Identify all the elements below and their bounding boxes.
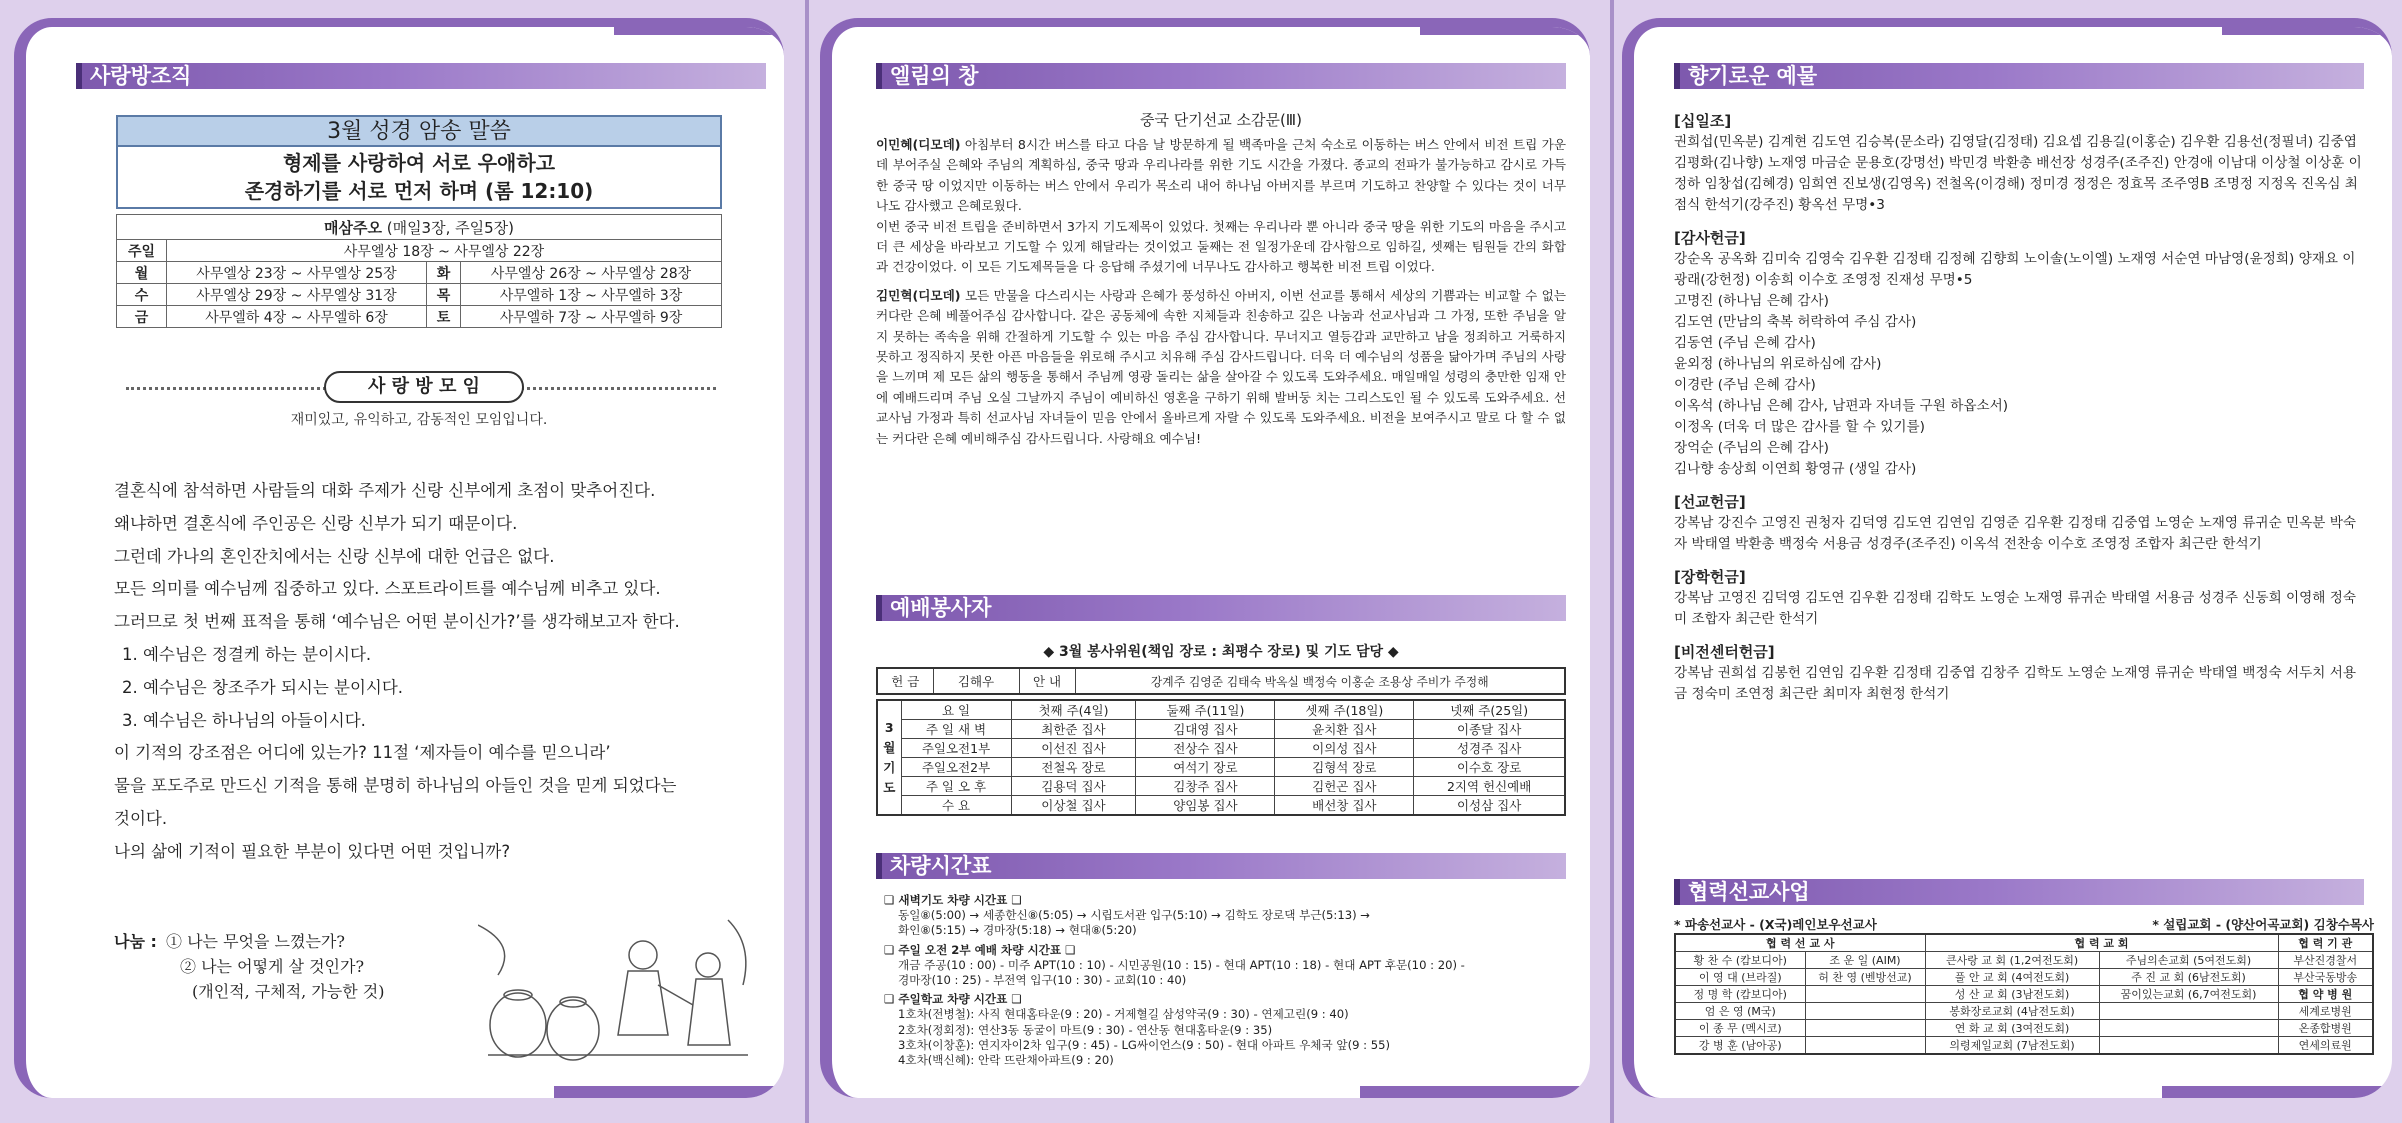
reading-range: 사무엘상 23장 ~ 사무엘상 25장 <box>167 262 427 284</box>
verse-line: 존경하기를 서로 먼저 하며 (롬 12:10) <box>244 179 594 203</box>
table-row: 주 일 오 후 김용덕 집사 김창주 집사 김헌곤 집사 2지역 헌신예배 <box>877 777 1565 796</box>
table-row: 주일오전1부 이선진 집사 전상수 집사 이의성 집사 성경주 집사 <box>877 739 1565 758</box>
section-header: 향기로운 예물 <box>1674 63 2364 89</box>
day-label: 화 <box>427 262 461 284</box>
offering-names: 강복남 강진수 고영진 권청자 김덕영 김도연 김연임 김영준 김우환 김정태 김중엽 노영순 노재영 류귀순 민옥분 박숙자 박태열 박환총 백정숙 서용금 성경주(조주진) 이옥석 전찬송 이수호 조영정 조합자 최근란 한석기 <box>1674 515 2356 552</box>
reading-range: 사무엘상 26장 ~ 사무엘상 28장 <box>461 262 722 284</box>
testimony-paragraph: 이민혜(디모데) 아침부터 8시간 버스를 타고 다음 날 방문하게 될 백족마을 근처 숙소로 이동하는 버스 안에서 비전 트립 가운데 부어주실 은혜와 주님의 계획하심, 중국 땅과 우리나라를 위한 기도 시간을 가졌다. 종교의 전파가 불가능하고 감시로 가득한 중국 땅 이었지만 이동하는 버스 안에서 우리가 목소리 내어 하나님 아버지를 부르며 기도하고 찬양할 수 있다는 것이 너무나도 감사했고 은혜로웠다. <box>876 137 1566 214</box>
section-header: 예배봉사자 <box>876 595 1566 621</box>
thanks-note: 이정옥 (더욱 더 많은 감사를 할 수 있기를) <box>1674 419 1925 435</box>
thanks-note: 윤외정 (하나님의 위로하심에 감사) <box>1674 356 1882 372</box>
missionary-sent: * 파송선교사 - (X국)레인보우선교사 <box>1674 917 1877 932</box>
planted-church: * 설립교회 - (양산어곡교회) 김창수목사 <box>2152 917 2374 932</box>
corner-decoration <box>2162 1086 2392 1098</box>
testimony-text <box>876 135 1566 449</box>
point-line: 3. 예수님은 하나님의 아들이시다. <box>122 710 366 730</box>
corner-decoration <box>614 25 784 35</box>
role-names: 김해우 <box>933 668 1019 694</box>
column-header: 셋째 주(18일) <box>1275 700 1414 720</box>
offering-group-title: [감사헌금] <box>1674 229 1746 247</box>
table-row: 주 일 새 벽 최한준 집사 김대영 집사 윤치환 집사 이종달 집사 <box>877 720 1565 739</box>
point-line: 1. 예수님은 정결케 하는 분이시다. <box>122 644 372 664</box>
day-label: 주일 <box>117 240 167 262</box>
verse-line: 형제를 사랑하여 서로 우애하고 <box>282 151 556 175</box>
column-header: 협 력 기 관 <box>2278 934 2373 952</box>
day-label: 수 <box>117 284 167 306</box>
reading-title: 매삼주오 (매일3장, 주일5장) <box>117 215 722 240</box>
offering-group-title: [십일조] <box>1674 112 1732 130</box>
body-line: 나의 삶에 기적이 필요한 부분이 있다면 어떤 것입니까? <box>114 841 511 861</box>
month-label: 3 월 기 도 <box>877 700 901 815</box>
thanks-note: 김동연 (주님 은혜 감사) <box>1674 335 1816 351</box>
table-row: 강 병 훈 (남아공) 의령제일교회 (7남전도회) 연세의료원 <box>1675 1037 2373 1055</box>
bus-route: 2호차(정회정): 연산3동 동굴이 마트(9 : 30) - 연산동 현대홈타운(9 : 35) <box>898 1022 1273 1037</box>
point-line: 2. 예수님은 창조주가 되시는 분이시다. <box>122 677 404 697</box>
bus-schedule-title: ❑ 주일학교 차량 시간표 ❑ <box>884 992 1022 1007</box>
table-row: 정 명 학 (캄보디아) 성 산 교 회 (3남전도회) 꿈이있는교회 (6,7여전도회) 협 약 병 원 <box>1675 986 2373 1003</box>
body-line: 왜냐하면 결혼식에 주인공은 신랑 신부가 되기 때문이다. <box>114 513 518 533</box>
panel-sarangbang <box>14 18 784 1098</box>
panel-separator <box>805 0 809 1123</box>
section-header: 엘림의 창 <box>876 63 1566 89</box>
reading-range: 사무엘하 7장 ~ 사무엘하 9장 <box>461 306 722 328</box>
bus-route: 개금 주공(10 : 00) - 미주 APT(10 : 10) - 시민공원(10 : 15) - 현대 APT(10 : 18) - 현대 APT 후문(10 : 20) - <box>898 957 1465 972</box>
wedding-water-jars-illustration <box>478 915 758 1065</box>
table-row: 수 요 이상철 집사 양임봉 집사 배선창 집사 이성삼 집사 <box>877 796 1565 816</box>
thanks-note: 김나향 송상희 이연희 황영규 (생일 감사) <box>1674 461 1917 477</box>
reading-range: 사무엘상 29장 ~ 사무엘상 31장 <box>167 284 427 306</box>
thanks-note: 이옥석 (하나님 은혜 감사, 남편과 자녀들 구원 하옵소서) <box>1674 398 2009 414</box>
column-header: 요 일 <box>901 700 1011 720</box>
role-label: 안 내 <box>1019 668 1075 694</box>
table-row: 이 영 대 (브라질) 허 찬 영 (벤방선교) 풀 안 교 회 (4여전도회) 주 진 교 회 (6남전도회) 부산국동방송 <box>1675 969 2373 986</box>
offering-table <box>876 667 1566 695</box>
body-line: 그러므로 첫 번째 표적을 통해 ‘예수님은 어떤 분이신가?’를 생각해보고자 한다. <box>114 612 680 632</box>
bus-schedule-title: ❑ 주일 오전 2부 예배 차량 시간표 ❑ <box>884 942 1076 957</box>
column-header: 넷째 주(25일) <box>1414 700 1565 720</box>
offering-names: 강복남 권희섭 김봉헌 김연임 김우환 김정태 김중엽 김창주 김학도 노영순 노재영 류귀순 박태열 백정숙 서두치 서용금 정숙미 조연정 최근란 최미자 최현정 한석기 <box>1674 665 2356 702</box>
day-label: 월 <box>117 262 167 284</box>
role-names: 강계주 김영준 김태숙 박옥실 백정숙 이홍순 조용상 주비가 주정해 <box>1075 668 1565 694</box>
verse-title: 3월 성경 암송 말씀 <box>118 117 720 147</box>
moim-subtitle: 재미있고, 유익하고, 감동적인 모임입니다. <box>290 412 548 428</box>
letter-title: 중국 단기선교 소감문(Ⅲ) <box>1140 111 1302 129</box>
offering-lists <box>1674 111 2364 705</box>
body-line: 모든 의미를 예수님께 집중하고 있다. 스포트라이트를 예수님께 비추고 있다. <box>114 579 661 599</box>
table-row: 황 찬 수 (캄보디아) 조 운 일 (AIM) 큰사랑 교 회 (1,2여전도회) 주님의손교회 (5여전도회) 부산진경찰서 <box>1675 952 2373 969</box>
thanks-note: 장억순 (주님의 은혜 감사) <box>1674 440 1829 456</box>
corner-decoration <box>1420 25 1590 35</box>
column-header: 협 력 교 회 <box>1925 934 2278 952</box>
share-questions <box>166 929 384 1004</box>
column-header: 첫째 주(4일) <box>1011 700 1136 720</box>
testimony-paragraph: 김민혁(디모데) 모든 만물을 다스리시는 사랑과 은혜가 풍성하신 아버지, 이번 선교를 통해서 세상의 기쁨과는 비교할 수 없는 커다란 은혜 베풀어주심 감사합니다. 같은 공동체에 속한 지체들과 친송하고 깊은 나눔과 선교사님과 그 가정, 또한 주님을 알지 못하는 족속을 위해 간절하게 기도할 수 있는 마음 주심 감사합니다. 무너지고 열등감과 교만하고 남을 정죄하고 거룩하지 못하고 정직하지 못한 아픈 마음들을 위로해 주시고 치유해 주심 감사드립니다. 더욱 더 예수님의 성품을 닮아가며 주님의 사랑을 느끼며 제 모든 삶의 행동을 통해서 주님께 영광 돌리는 삶을 살아갈 수 있도록 도와주세요. 매일매일 성령의 충만한 임재 안에 예배드리며 주님 오실 그날까지 주님이 예비하신 영혼을 구하기 위해 발버둥 치는 그리스도인 될 수 있도록 도와주세요. 선교사님 가정과 특히 선교사님 자녀들이 믿음 안에서 올바르게 자랄 수 있도록 도와주세요. 비전을 보여주시고 말로 다 할 수 없는 커다란 은혜 예비해주심 감사드립니다. 사랑해요 예수님! <box>876 287 1566 446</box>
bus-route: 동일⑧(5:00) → 세종한신⑧(5:05) → 시립도서관 입구(5:10) → 김학도 장로댁 부근(5:13) → <box>898 908 1371 923</box>
moim-title: 사 랑 방 모 임 <box>324 371 524 403</box>
day-label: 금 <box>117 306 167 328</box>
bus-schedule-title: ❑ 새벽기도 차량 시간표 ❑ <box>884 893 1022 907</box>
role-label: 헌 금 <box>877 668 933 694</box>
body-line: 물을 포도주로 만드신 기적을 통해 분명히 하나님의 아들인 것을 믿게 되었다는 <box>114 776 677 796</box>
panel-offerings <box>1622 18 2392 1098</box>
offering-group-title: [비전센터헌금] <box>1674 643 1775 661</box>
offering-names: 강순옥 공옥화 김미숙 김영숙 김우환 김정태 김정혜 김향희 노이솔(노이엘) 노재영 서순연 마남영(윤정희) 양재요 이광래(강헌정) 이송희 이수호 조영정 진재성 무명•5 <box>1674 251 2356 288</box>
reading-range: 사무엘하 4장 ~ 사무엘하 6장 <box>167 306 427 328</box>
service-title: ◆ 3월 봉사위원(책임 장로 : 최평수 장로) 및 기도 담당 ◆ <box>1043 644 1399 660</box>
bus-route: 4호차(백신혜): 안락 뜨란채아파트(9 : 20) <box>898 1053 1114 1068</box>
devotional-body <box>114 475 774 869</box>
panel-elim <box>820 18 1590 1098</box>
section-header: 협력선교사업 <box>1674 879 2364 905</box>
author-name: 이민혜(디모데) <box>876 137 961 152</box>
verse-text <box>118 147 720 207</box>
reading-table <box>116 214 722 328</box>
bus-route: 화인⑧(5:15) → 경마장(5:18) → 현대⑧(5:20) <box>898 923 1137 938</box>
table-row: 주일오전2부 전철옥 장로 여석기 장로 김형석 장로 이수호 장로 <box>877 758 1565 777</box>
bus-schedule <box>884 893 1574 1068</box>
reading-range: 사무엘상 18장 ~ 사무엘상 22장 <box>167 240 722 262</box>
body-line: 결혼식에 참석하면 사람들의 대화 주제가 신랑 신부에게 초점이 맞추어진다. <box>114 481 656 500</box>
bus-route: 1호차(전병철): 사직 현대홈타운(9 : 20) - 거제혈길 삼성약국(9 : 30) - 연제고린(9 : 40) <box>898 1007 1349 1022</box>
thanks-note: 이경란 (주님 은혜 감사) <box>1674 377 1816 393</box>
offering-names: 강복남 고영진 김덕영 김도연 김우환 김정태 김학도 노영순 노재영 류귀순 박태열 서용금 성경주 신동희 이영해 정숙미 조합자 최근란 한석기 <box>1674 590 2356 627</box>
share-question: ② 나는 어떻게 살 것인가? <box>180 957 365 976</box>
offering-group-title: [선교헌금] <box>1674 493 1746 511</box>
corner-decoration <box>1360 1086 1590 1098</box>
thanks-note: 김도연 (만남의 축복 허락하여 주심 감사) <box>1674 314 1917 330</box>
offering-names: 권희섭(민옥분) 김계현 김도연 김승복(문소라) 김영달(김정태) 김요셉 김용길(이홍순) 김우환 김용선(정필녀) 김중엽 김평화(김나향) 노재영 마금순 문용호(강명선) 박민경 박환총 배선장 성경주(조주진) 안경애 이남대 이상철 이상훈 이정하 임창섭(김혜경) 임희연 진보생(김영옥) 전철옥(이경해) 정미경 정정은 정효목 조주영B 조명정 지정옥 진옥심 최점식 한석기(강주진) 황옥선 무명•3 <box>1674 134 2362 213</box>
body-line: 그런데 가나의 혼인잔치에서는 신랑 신부에 대한 언급은 없다. <box>114 546 555 566</box>
share-question: ① 나는 무엇을 느꼈는가? <box>166 932 345 951</box>
column-header: 협 력 선 교 사 <box>1675 934 1925 952</box>
reading-range: 사무엘하 1장 ~ 사무엘하 3장 <box>461 284 722 306</box>
thanks-note: 고명진 (하나님 은혜 감사) <box>1674 293 1829 309</box>
corner-decoration <box>554 1086 784 1098</box>
table-row: 엄 은 영 (M국) 봉화장로교회 (4남전도회) 세계로병원 <box>1675 1003 2373 1020</box>
body-line: 것이다. <box>114 808 168 828</box>
body-line: 이 기적의 강조점은 어디에 있는가? 11절 ‘제자들이 예수를 믿으니라’ <box>114 743 611 763</box>
author-name: 김민혁(디모데) <box>876 287 961 303</box>
bus-route: 3호차(이창훈): 연지자이2차 입구(9 : 45) - LG싸이언스(9 : 50) - 현대 아파트 우체국 앞(9 : 55) <box>898 1037 1391 1052</box>
column-header: 둘째 주(11일) <box>1136 700 1275 720</box>
offering-group-title: [장학헌금] <box>1674 568 1746 586</box>
table-row: 이 종 무 (멕시코) 연 화 교 회 (3여전도회) 온종합병원 <box>1675 1020 2373 1037</box>
bus-route: 경마장(10 : 25) - 부전역 입구(10 : 30) - 교회(10 : 40) <box>898 973 1187 988</box>
mission-partners-table <box>1674 933 2374 1055</box>
share-question: (개인적, 구체적, 가능한 것) <box>192 982 385 1001</box>
day-label: 토 <box>427 306 461 328</box>
day-label: 목 <box>427 284 461 306</box>
section-header: 사랑방조직 <box>76 63 766 89</box>
share-label: 나눔 : <box>114 932 157 951</box>
panel-separator <box>1610 0 1614 1123</box>
memory-verse-box <box>116 115 722 209</box>
corner-decoration <box>2222 25 2392 35</box>
testimony-paragraph: 이번 중국 비전 트립을 준비하면서 3가지 기도제목이 있었다. 첫째는 우리나라 뿐 아니라 중국 땅을 위한 기도의 마음을 주시고 더 큰 세상을 바라보고 기도할 수 있게 해달라는 것이었고 둘째는 전 일정가운데 감사함으로 임하길, 셋째는 팀원들 간의 화합과 건강이었다. 이 모든 기도제목들을 다 응답해 주셨기에 너무나도 감사하고 행복한 비전 트립 이었다. <box>876 218 1566 275</box>
prayer-schedule-table <box>876 699 1566 816</box>
section-header: 차량시간표 <box>876 853 1566 879</box>
